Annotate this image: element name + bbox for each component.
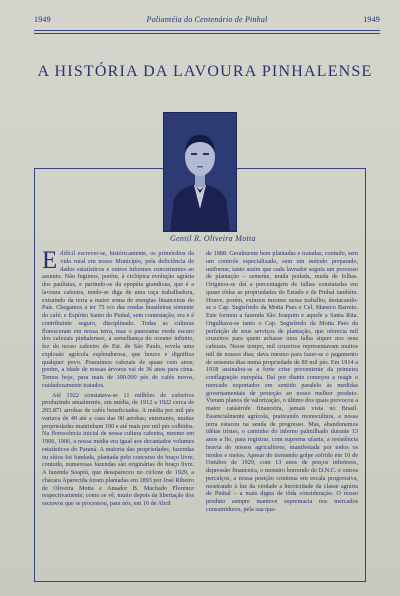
article-column-left: [42, 247, 194, 572]
running-header: [34, 14, 380, 28]
photo-caption: Gentil R. Oliveira Motta: [170, 234, 256, 243]
paragraph-3: de 1888. Geralmente bem plantadas e tratadas; contudo, sem um controle especializado, sem um método preparado, uniforme; tanto assim que cada lavrador seguia um processo de plantação – semente, muda podada, muda de folhas. Originou-se daí a porcentagem de falhas constatadas em quase tôdas as propriedades do Estado e de Pinhal também. Houve, porém, exímios mestres nesse trabalho, destacando-se o Cap. Segisfredo da Motta Paes e Cel. Maneco Barreto. Este formou a fazenda São Joaquim e aquele a Santa Rita. Orgulhava-se tanto o Cap. Segisfredo da Motta Paes da perfeição de seus serviços de plantação, que oferecia mil cruzeiros para quem achasse uma falha siquer nos seus cafezais. Nesse tempo, mil cruzeiros representavam muitos mil de nossos dias; dava mesmo para fazer-se o pagamento de sessenta dias numa propriedade de 80 mil pés. Em 1914 a 1918 assinalou-se a forte crise proveniente da primeira conflagração européia. Daí por diante começou a reagir o mercado exportador em sentido paralelo às medidas governamentais de proteção ao nosso melhor produto. Vieram planos de valorização, o último dos quais provocou a maior catástrofe financeira, jamais vista no Brasil. Essencialmente agrícola, praticando monocultura, a nossa terra estacou na senda de progresso. Mas, abandonemos idéias tristes, o caminho do inferno palmilhado durante 13 anos a fio, para registrar, com suprema ufania, a resistência bravia do nossos agricultores, manifestada por todos os modos e meios. Apesar do tremendo golpe sofrido em 10 de Outubro de 1929, com 13 anos de preços inferiores, depressão financeira, o monstro horrendo do D.N.C. e outros percalços, a nossa posição continua em escala progressiva, mostrando à luz da verdade a heroicidade da classe agrária de Pinhal – a mais digna de tôda consideração. O nosso produto sempre manteve supremacia nos mercados consumidores, pela sua qua-: [206, 250, 358, 513]
header-year-right: 1949: [363, 15, 380, 24]
paragraph-1-text: difícil escrever-se, históricamente, os primórdios da vida rural em nosso Município, pela deficiência de dados estatísticos e outros informes concernentes ao assunto. Não fugimos, porém, à ciclópica evolução agrária dos paulistas, e partindo-se da epopéia grandiosa, que é a lavoura cafeeira, tendo-se diga de uma raça trabalhadora, extraindo da terra a maior soma de energias financeiras do País. Chegamos a ter 75 o/o das rendas brasileiras sòmente do café; e Espírito Santo do Pinhal, sem contestação, era e é contribuinte seguro, disciplinado. Todas as culturas floresceram em nossa terra, mas o panorama verde escuro dos cafezais pinhalenses, à semelhança do oceano infinito, fez do nosso cafeeiro do Est. de São Paulo, revela uma explosão agrícola esplendorosa, que houve e dignifica qualquer povo. Possuímos cafezais de quase cem anos; porém, a idade de nossas árvores vai de 36 anos para cima. Temos hoje, para mais de 300.000 pés de cafés novos, cuidadosamente tratados.: [42, 250, 194, 389]
paragraph-2: Até 1922 constatava-se 11 milhões de cafeeiros produzindo anualmente, em média, de 1912 a 1922 cerca de 205.871 arrobas de cafés beneficiados. A média por mil pés variava de 49 até a casa das 90 arrobas; entretanto, muitas propriedades mantinham 100 e até mais por mil pés colhidos. Na florescência inicial de nossa cultura cafeeira, mesmo em 1906, 1906, a nossa média era igual aos decantados volumes estatísticos do Paraná. A maioria das propriedades, fazendas ou sítios foi fundada, plantada pelo concurso do braço livre; contudo, numerosas fazendas são originárias do braço livre. A fazenda Soapiú, que desapareceu no ciclone de 1929, a chácara Aparecida foram plantadas em 1893 por José Ribeiro de Oliveira Motta e Amador B. Machado Florence respectivamente; como se vê, muito depois da libertação dos escravos que se processou, para nós, em 16 de Abril: [42, 391, 194, 507]
header-year-left: 1949: [34, 15, 51, 24]
article-title: A HISTÓRIA DA LAVOURA PINHALENSE: [37, 63, 373, 80]
header-rule-bottom: [34, 33, 380, 34]
drop-cap: E: [42, 247, 58, 274]
article-column-right: [206, 250, 358, 572]
author-portrait-photo: [163, 112, 237, 232]
portrait-image: [164, 113, 236, 231]
header-rule-top: [34, 30, 380, 31]
article-body: [42, 247, 358, 572]
header-running-title: Poliantéia do Centenário de Pinhal: [146, 15, 268, 24]
paragraph-1: [42, 247, 194, 390]
